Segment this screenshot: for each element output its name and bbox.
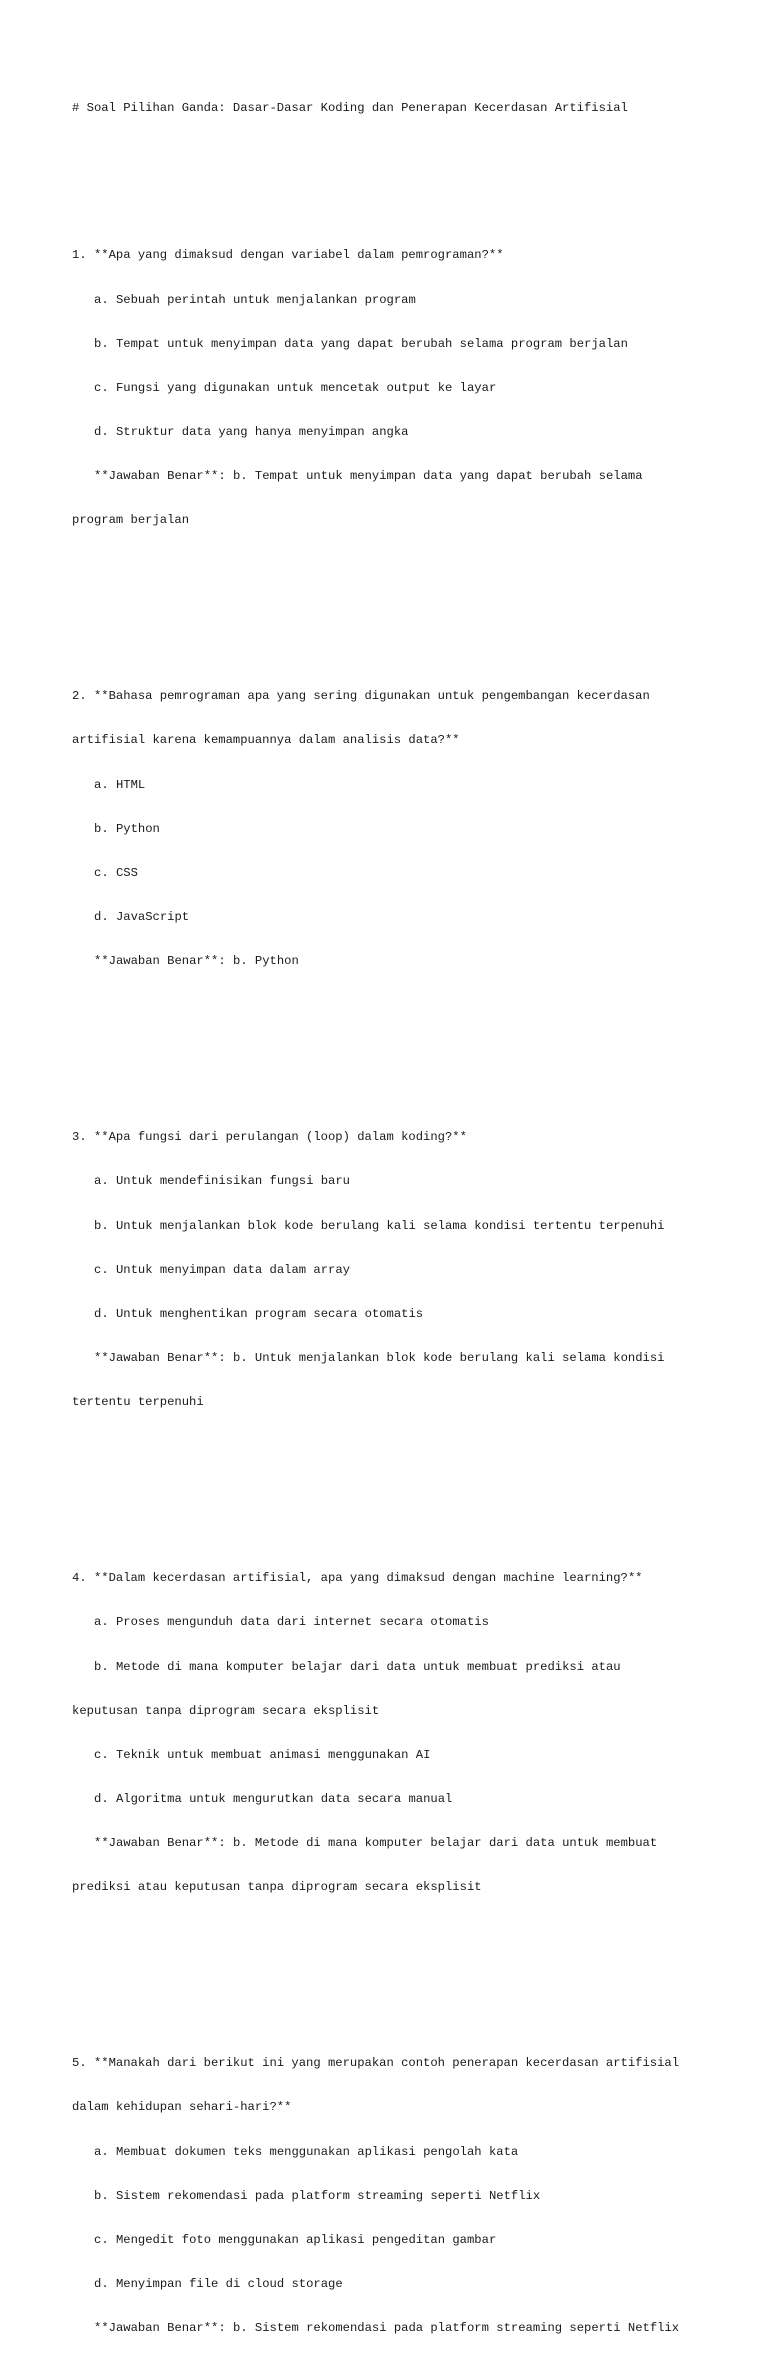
- answer-text-continued: tertentu terpenuhi: [72, 1394, 204, 1409]
- option-d: d. Untuk menghentikan program secara otomatis: [94, 1306, 424, 1321]
- option-d: d. Struktur data yang hanya menyimpan angka: [94, 424, 409, 439]
- option-b-continued: keputusan tanpa diprogram secara eksplisit: [72, 1703, 380, 1718]
- document-heading: # Soal Pilihan Ganda: Dasar-Dasar Koding dan Penerapan Kecerdasan Artifisial: [72, 101, 628, 116]
- option-d: d. Algoritma untuk mengurutkan data secara manual: [94, 1791, 453, 1806]
- option-c: c. Teknik untuk membuat animasi menggunakan AI: [94, 1747, 431, 1762]
- question-text-continued: artifisial karena kemampuannya dalam analisis data?**: [72, 733, 460, 748]
- option-a: a. Membuat dokumen teks menggunakan aplikasi pengolah kata: [94, 2144, 519, 2159]
- answer-text: **Jawaban Benar**: b. Tempat untuk menyimpan data yang dapat berubah selama: [94, 468, 643, 483]
- question-text: 2. **Bahasa pemrograman apa yang sering digunakan untuk pengembangan kecerdasan: [72, 689, 650, 704]
- answer-text: **Jawaban Benar**: b. Untuk menjalankan blok kode berulang kali selama kondisi: [94, 1350, 665, 1365]
- option-b: b. Tempat untuk menyimpan data yang dapat berubah selama program berjalan: [94, 336, 628, 351]
- option-a: a. Sebuah perintah untuk menjalankan program: [94, 292, 416, 307]
- option-c: c. Untuk menyimpan data dalam array: [94, 1262, 350, 1277]
- option-b: b. Sistem rekomendasi pada platform streaming seperti Netflix: [94, 2188, 541, 2203]
- question-text: 5. **Manakah dari berikut ini yang merupakan contoh penerapan kecerdasan artifisial: [72, 2056, 680, 2071]
- answer-text: **Jawaban Benar**: b. Sistem rekomendasi pada platform streaming seperti Netflix: [94, 2320, 680, 2335]
- option-b: b. Metode di mana komputer belajar dari data untuk membuat prediksi atau: [94, 1659, 621, 1674]
- answer-text: **Jawaban Benar**: b. Metode di mana komputer belajar dari data untuk membuat: [94, 1835, 658, 1850]
- spacer: [72, 1027, 712, 1042]
- option-a: a. Proses mengunduh data dari internet secara otomatis: [94, 1615, 489, 1630]
- answer-text: **Jawaban Benar**: b. Python: [94, 953, 299, 968]
- option-c: c. CSS: [94, 865, 138, 880]
- spacer: [72, 586, 712, 601]
- question-text: 1. **Apa yang dimaksud dengan variabel dalam pemrograman?**: [72, 248, 504, 263]
- question-block: [72, 1542, 712, 1924]
- question-text-continued: dalam kehidupan sehari-hari?**: [72, 2100, 292, 2115]
- spacer: [72, 146, 712, 161]
- question-block: [72, 219, 712, 557]
- question-block: [72, 1101, 712, 1439]
- option-b: b. Python: [94, 821, 160, 836]
- option-d: d. Menyimpan file di cloud storage: [94, 2276, 343, 2291]
- question-block: [72, 2027, 712, 2365]
- spacer: [72, 1953, 712, 1968]
- option-a: a. Untuk mendefinisikan fungsi baru: [94, 1174, 350, 1189]
- document-page: [72, 72, 712, 2380]
- option-c: c. Mengedit foto menggunakan aplikasi pengeditan gambar: [94, 2232, 497, 2247]
- question-block: [72, 660, 712, 998]
- option-a: a. HTML: [94, 777, 146, 792]
- option-b: b. Untuk menjalankan blok kode berulang kali selama kondisi tertentu terpenuhi: [94, 1218, 665, 1233]
- spacer: [72, 1468, 712, 1483]
- option-d: d. JavaScript: [94, 909, 190, 924]
- question-text: 4. **Dalam kecerdasan artifisial, apa yang dimaksud dengan machine learning?**: [72, 1571, 643, 1586]
- question-text: 3. **Apa fungsi dari perulangan (loop) dalam koding?**: [72, 1130, 467, 1145]
- answer-text-continued: program berjalan: [72, 512, 190, 527]
- option-c: c. Fungsi yang digunakan untuk mencetak output ke layar: [94, 380, 497, 395]
- answer-text-continued: prediksi atau keputusan tanpa diprogram secara eksplisit: [72, 1879, 482, 1894]
